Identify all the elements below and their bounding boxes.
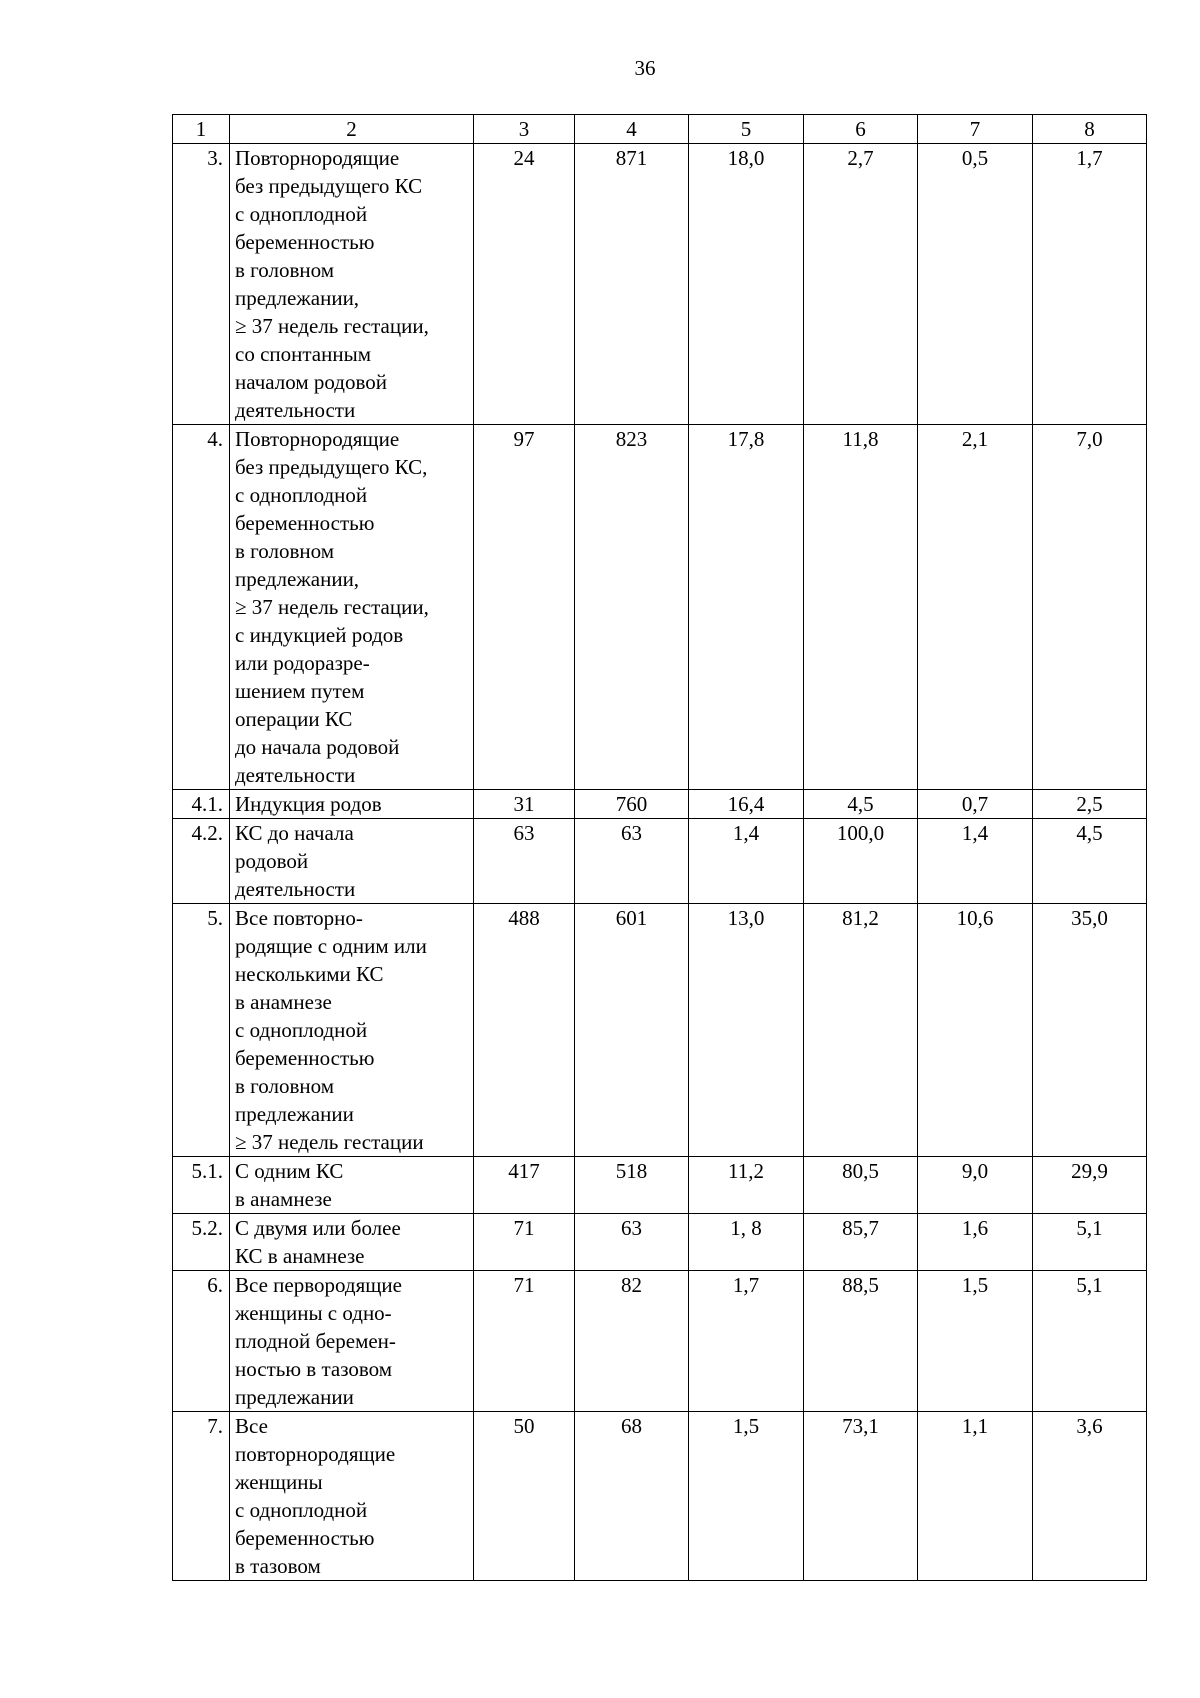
value-cell-col4: 601 [575, 904, 689, 1157]
row-description-cell: Повторнородящие без предыдущего КС с одноплодной беременностью в головном предлежании, ≥ 37 недель гестации, со спонтанным началом родовой деятельности [230, 144, 474, 425]
column-number-2: 2 [230, 115, 474, 144]
value-cell-col3: 71 [474, 1214, 575, 1271]
table-row [173, 144, 1147, 425]
value-cell-col5: 13,0 [689, 904, 804, 1157]
row-description-cell: Повторнородящие без предыдущего КС, с одноплодной беременностью в головном предлежании, ≥ 37 недель гестации, с индукцией родов или родоразре- шением путем операции КС до начала родовой деятельности [230, 425, 474, 790]
value-cell-col6: 4,5 [804, 790, 918, 819]
row-description-cell: КС до начала родовой деятельности [230, 819, 474, 904]
table-row [173, 790, 1147, 819]
column-number-1: 1 [173, 115, 230, 144]
row-description-cell: Все повторнородящие женщины с одноплодной беременностью в тазовом [230, 1412, 474, 1581]
row-number-cell: 6. [173, 1271, 230, 1412]
value-cell-col6: 100,0 [804, 819, 918, 904]
value-cell-col3: 24 [474, 144, 575, 425]
value-cell-col7: 0,5 [918, 144, 1033, 425]
value-cell-col8: 3,6 [1033, 1412, 1147, 1581]
value-cell-col4: 871 [575, 144, 689, 425]
column-number-7: 7 [918, 115, 1033, 144]
value-cell-col4: 823 [575, 425, 689, 790]
value-cell-col5: 18,0 [689, 144, 804, 425]
value-cell-col5: 1,5 [689, 1412, 804, 1581]
value-cell-col8: 2,5 [1033, 790, 1147, 819]
value-cell-col7: 1,1 [918, 1412, 1033, 1581]
row-number-cell: 5.2. [173, 1214, 230, 1271]
table-row [173, 819, 1147, 904]
row-description-cell: Индукция родов [230, 790, 474, 819]
table-row [173, 425, 1147, 790]
value-cell-col4: 518 [575, 1157, 689, 1214]
value-cell-col8: 35,0 [1033, 904, 1147, 1157]
value-cell-col6: 88,5 [804, 1271, 918, 1412]
value-cell-col3: 31 [474, 790, 575, 819]
value-cell-col7: 10,6 [918, 904, 1033, 1157]
value-cell-col8: 5,1 [1033, 1214, 1147, 1271]
value-cell-col3: 63 [474, 819, 575, 904]
value-cell-col5: 11,2 [689, 1157, 804, 1214]
value-cell-col7: 1,6 [918, 1214, 1033, 1271]
row-number-cell: 3. [173, 144, 230, 425]
page-number: 36 [634, 56, 656, 80]
value-cell-col8: 29,9 [1033, 1157, 1147, 1214]
value-cell-col3: 50 [474, 1412, 575, 1581]
row-number-cell: 4.2. [173, 819, 230, 904]
value-cell-col7: 9,0 [918, 1157, 1033, 1214]
value-cell-col5: 17,8 [689, 425, 804, 790]
row-description-cell: С двумя или более КС в анамнезе [230, 1214, 474, 1271]
value-cell-col8: 1,7 [1033, 144, 1147, 425]
row-number-cell: 5.1. [173, 1157, 230, 1214]
row-number-cell: 4. [173, 425, 230, 790]
value-cell-col3: 71 [474, 1271, 575, 1412]
column-number-4: 4 [575, 115, 689, 144]
value-cell-col6: 81,2 [804, 904, 918, 1157]
value-cell-col5: 1,4 [689, 819, 804, 904]
value-cell-col8: 4,5 [1033, 819, 1147, 904]
value-cell-col5: 1, 8 [689, 1214, 804, 1271]
value-cell-col7: 1,5 [918, 1271, 1033, 1412]
value-cell-col7: 1,4 [918, 819, 1033, 904]
value-cell-col7: 0,7 [918, 790, 1033, 819]
row-number-cell: 5. [173, 904, 230, 1157]
value-cell-col6: 80,5 [804, 1157, 918, 1214]
value-cell-col4: 63 [575, 1214, 689, 1271]
value-cell-col7: 2,1 [918, 425, 1033, 790]
value-cell-col3: 488 [474, 904, 575, 1157]
row-description-cell: Все первородящие женщины с одно- плодной беремен- ностью в тазовом предлежании [230, 1271, 474, 1412]
column-number-8: 8 [1033, 115, 1147, 144]
table-row [173, 1214, 1147, 1271]
value-cell-col6: 73,1 [804, 1412, 918, 1581]
row-description-cell: С одним КС в анамнезе [230, 1157, 474, 1214]
value-cell-col6: 85,7 [804, 1214, 918, 1271]
value-cell-col5: 1,7 [689, 1271, 804, 1412]
table-row [173, 1412, 1147, 1581]
value-cell-col8: 5,1 [1033, 1271, 1147, 1412]
table-row [173, 904, 1147, 1157]
table-row [173, 1157, 1147, 1214]
column-number-5: 5 [689, 115, 804, 144]
value-cell-col6: 11,8 [804, 425, 918, 790]
row-description-cell: Все повторно- родящие с одним или несколькими КС в анамнезе с одноплодной беременностью в головном предлежании ≥ 37 недель гестации [230, 904, 474, 1157]
column-number-6: 6 [804, 115, 918, 144]
value-cell-col4: 63 [575, 819, 689, 904]
column-number-3: 3 [474, 115, 575, 144]
value-cell-col3: 97 [474, 425, 575, 790]
table-header-row [173, 115, 1147, 144]
table-row [173, 1271, 1147, 1412]
value-cell-col6: 2,7 [804, 144, 918, 425]
value-cell-col8: 7,0 [1033, 425, 1147, 790]
value-cell-col5: 16,4 [689, 790, 804, 819]
value-cell-col4: 68 [575, 1412, 689, 1581]
row-number-cell: 4.1. [173, 790, 230, 819]
value-cell-col3: 417 [474, 1157, 575, 1214]
data-table [172, 114, 1147, 1581]
row-number-cell: 7. [173, 1412, 230, 1581]
value-cell-col4: 760 [575, 790, 689, 819]
value-cell-col4: 82 [575, 1271, 689, 1412]
